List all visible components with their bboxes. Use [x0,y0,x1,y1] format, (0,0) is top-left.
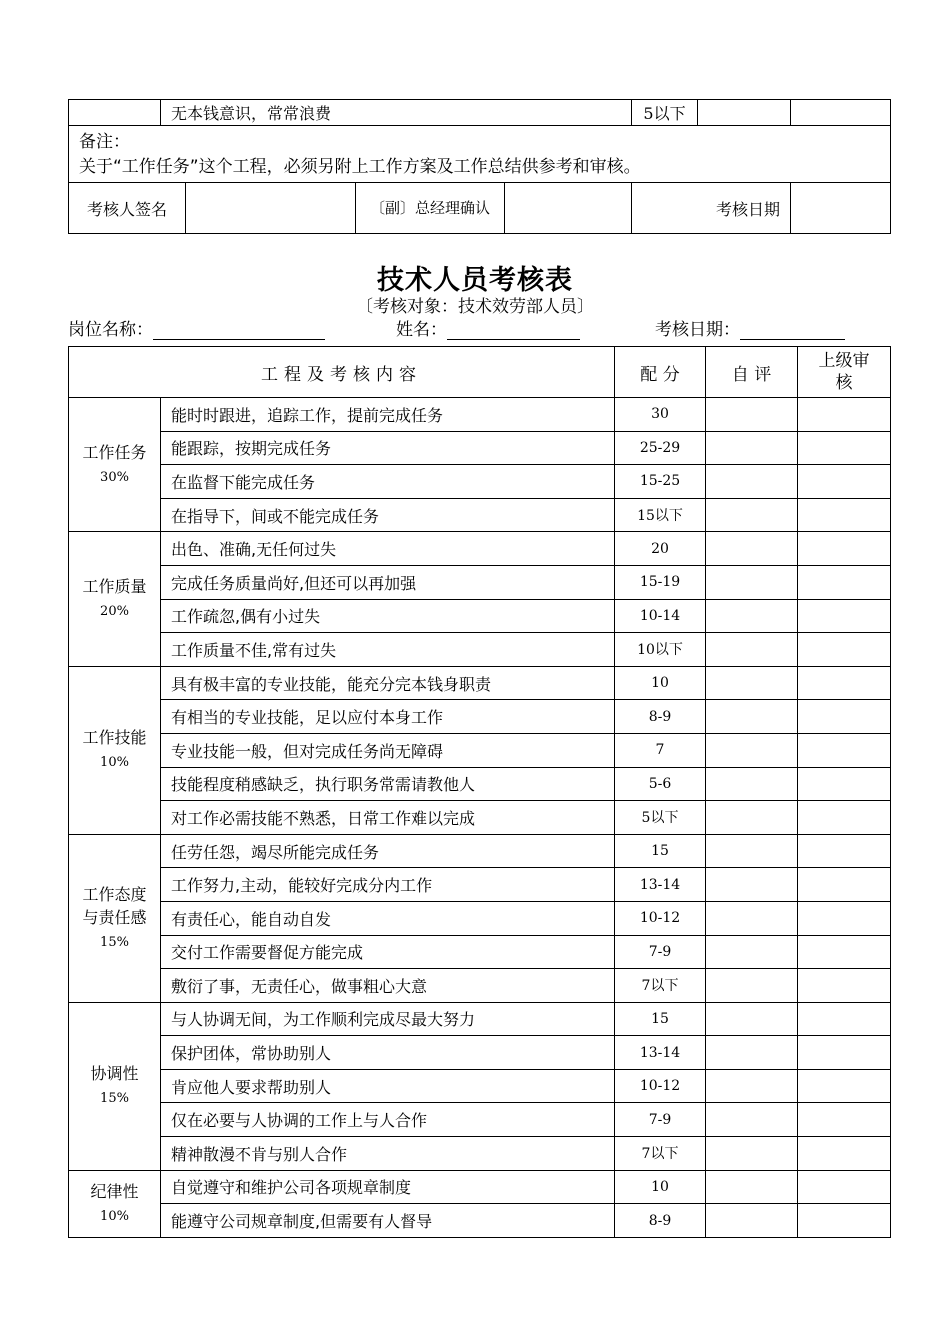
name-input-line[interactable] [447,321,580,340]
category-name: 纪律性 [90,1181,139,1201]
superior-eval-cell[interactable] [798,700,891,734]
position-info [68,315,325,340]
criteria-text: 能时时跟进，追踪工作，提前完成任务 [161,398,615,432]
category-name: 工作任务 [82,442,147,462]
score-cell: 25-29 [615,431,706,465]
score-cell: 13-14 [615,1036,706,1070]
score-cell: 15以下 [615,498,706,532]
self-eval-cell[interactable] [706,801,798,835]
criteria-text: 出色、准确,无任何过失 [161,532,615,566]
category-name: 工作态度与责任感 [82,884,147,927]
self-eval-cell[interactable] [706,599,798,633]
category-name: 协调性 [90,1064,139,1084]
score-cell: 30 [615,398,706,432]
score-cell: 5-6 [615,767,706,801]
criteria-row [69,969,891,1003]
empty-cell [69,100,161,126]
score-cell: 8-9 [615,700,706,734]
signature-row [69,183,891,234]
superior-eval-cell[interactable] [791,100,891,126]
superior-eval-cell[interactable] [798,935,891,969]
self-eval-cell[interactable] [706,969,798,1003]
score-cell: 7以下 [615,969,706,1003]
score-cell: 7 [615,733,706,767]
criteria-row [69,431,891,465]
criteria-row [69,767,891,801]
superior-eval-cell[interactable] [798,834,891,868]
self-eval-cell[interactable] [706,666,798,700]
criteria-row [69,398,891,432]
superior-eval-cell[interactable] [798,532,891,566]
category-name: 工作技能 [82,728,147,748]
score-cell: 15 [615,1002,706,1036]
self-eval-cell[interactable] [698,100,791,126]
criteria-text: 任劳任怨，竭尽所能完成任务 [161,834,615,868]
criteria-text: 在监督下能完成任务 [161,465,615,499]
name-label: 姓名： [396,320,447,340]
category-cell [69,398,161,532]
score-cell: 15-19 [615,565,706,599]
superior-eval-cell[interactable] [798,1036,891,1070]
criteria-text: 自觉遵守和维护公司各项规章制度 [161,1170,615,1204]
self-eval-cell[interactable] [706,733,798,767]
date-info-label: 考核日期： [655,320,740,340]
superior-eval-cell[interactable] [798,1069,891,1103]
criteria-row [69,733,891,767]
self-eval-cell[interactable] [706,1036,798,1070]
signature-label: 考核人签名 [69,183,186,234]
criteria-text: 交付工作需要督促方能完成 [161,935,615,969]
header-score: 配 分 [615,347,706,398]
superior-eval-cell[interactable] [798,599,891,633]
criteria-row [69,532,891,566]
category-cell [69,1002,161,1170]
superior-eval-cell[interactable] [798,1137,891,1171]
criteria-text: 精神散漫不肯与别人合作 [161,1137,615,1171]
date-field[interactable] [791,183,891,234]
score-cell: 10-14 [615,599,706,633]
superior-eval-cell[interactable] [798,666,891,700]
criteria-row [69,868,891,902]
score-cell: 15 [615,834,706,868]
self-eval-cell[interactable] [706,1204,798,1238]
criteria-text: 仅在必要与人协调的工作上与人合作 [161,1103,615,1137]
score-cell: 20 [615,532,706,566]
superior-eval-cell[interactable] [798,801,891,835]
superior-eval-cell[interactable] [798,1170,891,1204]
criteria-row [69,498,891,532]
evaluation-table [68,346,891,1238]
criteria-row [69,599,891,633]
name-info [396,315,580,340]
superior-eval-cell[interactable] [798,868,891,902]
score-cell: 10-12 [615,1069,706,1103]
category-weight: 15% [100,1091,129,1107]
score-cell: 15-25 [615,465,706,499]
criteria-row [69,935,891,969]
self-eval-cell[interactable] [706,834,798,868]
criteria-row [69,666,891,700]
category-weight: 15% [100,934,129,950]
criteria-row [69,1204,891,1238]
date-label: 考核日期 [632,183,791,234]
category-cell [69,666,161,834]
criteria-text: 保护团体，常协助别人 [161,1036,615,1070]
header-self-eval: 自 评 [706,347,798,398]
position-label: 岗位名称： [68,320,153,340]
score-cell: 10-12 [615,901,706,935]
criteria-row [69,1002,891,1036]
superior-eval-cell[interactable] [798,633,891,667]
score-cell: 10以下 [615,633,706,667]
criteria-text: 有责任心，能自动自发 [161,901,615,935]
score-cell: 10 [615,666,706,700]
criteria-row [69,901,891,935]
superior-eval-cell[interactable] [798,565,891,599]
remarks-label: 备注： [79,132,130,152]
self-eval-cell[interactable] [706,1103,798,1137]
category-weight: 20% [100,604,129,620]
self-eval-cell[interactable] [706,1170,798,1204]
remarks-text: 关于“工作任务”这个工程，必须另附上工作方案及工作总结供参考和审核。 [79,157,641,177]
criteria-row [69,1170,891,1204]
self-eval-cell[interactable] [706,465,798,499]
criteria-row [69,633,891,667]
last-criteria-row [69,100,891,126]
score-cell: 13-14 [615,868,706,902]
self-eval-cell[interactable] [706,532,798,566]
criteria-text: 在指导下，间或不能完成任务 [161,498,615,532]
self-eval-cell[interactable] [706,633,798,667]
category-cell [69,532,161,666]
remarks-row [69,126,891,183]
superior-eval-cell[interactable] [798,767,891,801]
superior-eval-cell[interactable] [798,1204,891,1238]
self-eval-cell[interactable] [706,1002,798,1036]
superior-eval-cell[interactable] [798,1103,891,1137]
criteria-text: 与人协调无间，为工作顺利完成尽最大努力 [161,1002,615,1036]
form-subtitle: 〔考核对象：技术效劳部人员〕 [356,297,594,317]
score-cell: 5以下 [632,100,698,126]
date-input-line[interactable] [740,321,845,340]
score-cell: 8-9 [615,1204,706,1238]
date-info [655,315,845,340]
superior-eval-cell[interactable] [798,431,891,465]
criteria-row [69,1137,891,1171]
self-eval-cell[interactable] [706,868,798,902]
criteria-row [69,1036,891,1070]
category-weight: 10% [100,1208,129,1224]
self-eval-cell[interactable] [706,700,798,734]
score-cell: 5以下 [615,801,706,835]
manager-confirm-field[interactable] [505,183,632,234]
category-weight: 10% [100,755,129,771]
criteria-text: 对工作必需技能不熟悉，日常工作难以完成 [161,801,615,835]
criteria-text: 能遵守公司规章制度,但需要有人督导 [161,1204,615,1238]
header-superior: 上级审核 [798,347,891,398]
criteria-text: 无本钱意识，常常浪费 [161,100,632,126]
category-name: 工作质量 [82,577,147,597]
criteria-text: 敷衍了事，无责任心，做事粗心大意 [161,969,615,1003]
criteria-row [69,1069,891,1103]
superior-eval-cell[interactable] [798,398,891,432]
superior-eval-cell[interactable] [798,1002,891,1036]
superior-eval-cell[interactable] [798,733,891,767]
self-eval-cell[interactable] [706,398,798,432]
criteria-text: 具有极丰富的专业技能，能充分完本钱身职责 [161,666,615,700]
remarks-cell [69,126,891,183]
criteria-row [69,801,891,835]
criteria-text: 完成任务质量尚好,但还可以再加强 [161,565,615,599]
criteria-text: 专业技能一般，但对完成任务尚无障碍 [161,733,615,767]
superior-eval-cell[interactable] [798,498,891,532]
self-eval-cell[interactable] [706,1069,798,1103]
superior-eval-cell[interactable] [798,969,891,1003]
header-content: 工程及考核内容 [69,347,615,398]
criteria-text: 肯应他人要求帮助别人 [161,1069,615,1103]
self-eval-cell[interactable] [706,935,798,969]
score-cell: 7-9 [615,935,706,969]
criteria-row [69,834,891,868]
signature-field[interactable] [186,183,356,234]
score-cell: 7-9 [615,1103,706,1137]
criteria-row [69,565,891,599]
criteria-text: 工作质量不佳,常有过失 [161,633,615,667]
form-title: 技术人员考核表 [377,265,573,296]
score-cell: 10 [615,1170,706,1204]
self-eval-cell[interactable] [706,767,798,801]
superior-eval-cell[interactable] [798,465,891,499]
category-weight: 30% [100,469,129,485]
criteria-row [69,465,891,499]
category-cell [69,1170,161,1237]
category-cell [69,834,161,1002]
manager-confirm-label: 〔副〕总经理确认 [356,183,505,234]
position-input-line[interactable] [153,321,325,340]
criteria-text: 工作疏忽,偶有小过失 [161,599,615,633]
self-eval-cell[interactable] [706,565,798,599]
self-eval-cell[interactable] [706,901,798,935]
criteria-text: 工作努力,主动，能较好完成分内工作 [161,868,615,902]
self-eval-cell[interactable] [706,1137,798,1171]
self-eval-cell[interactable] [706,498,798,532]
criteria-text: 能跟踪，按期完成任务 [161,431,615,465]
criteria-row [69,1103,891,1137]
superior-eval-cell[interactable] [798,901,891,935]
score-cell: 7以下 [615,1137,706,1171]
header-row [69,347,891,398]
criteria-row [69,700,891,734]
criteria-text: 有相当的专业技能，足以应付本身工作 [161,700,615,734]
self-eval-cell[interactable] [706,431,798,465]
criteria-text: 技能程度稍感缺乏，执行职务常需请教他人 [161,767,615,801]
previous-evaluation-table [68,99,891,234]
